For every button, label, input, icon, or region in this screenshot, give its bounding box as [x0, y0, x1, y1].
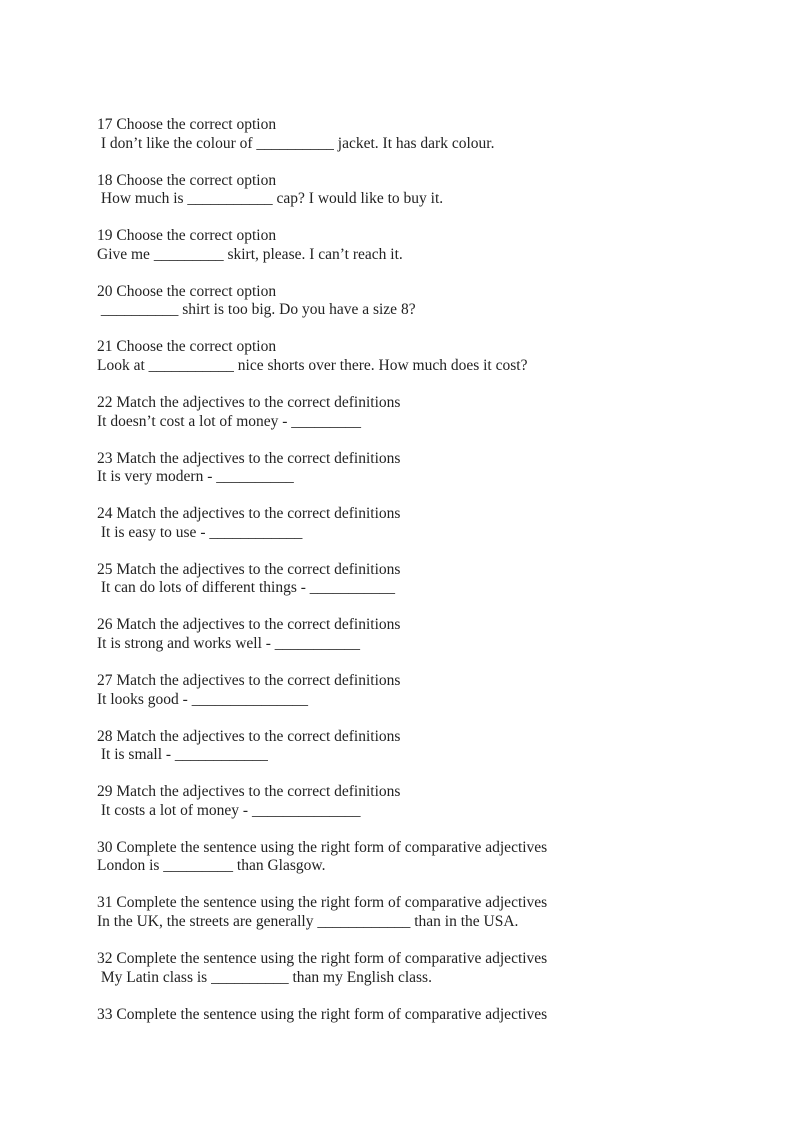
exercise-prompt: 27 Match the adjectives to the correct definitions: [97, 671, 401, 689]
exercise-prompt: 31 Complete the sentence using the right form of comparative adjectives: [97, 894, 548, 912]
exercise-prompt: 25 Match the adjectives to the correct definitions: [97, 560, 401, 578]
exercise-sentence: It costs a lot of money - ______________: [97, 801, 361, 819]
exercise-prompt: 28 Match the adjectives to the correct definitions: [97, 727, 401, 745]
exercise-sentence: It is very modern - __________: [97, 468, 294, 486]
exercise-item-20: [97, 283, 757, 339]
exercise-sentence: It is small - ____________: [97, 746, 268, 764]
exercise-sentence: My Latin class is __________ than my English class.: [97, 968, 432, 986]
exercise-sentence: Look at ___________ nice shorts over there. How much does it cost?: [97, 356, 528, 374]
exercise-prompt: 30 Complete the sentence using the right form of comparative adjectives: [97, 838, 548, 856]
exercise-item-25: [97, 561, 757, 617]
exercise-sentence: It doesn’t cost a lot of money - _________: [97, 412, 362, 430]
exercise-prompt: 26 Match the adjectives to the correct definitions: [97, 616, 401, 634]
exercise-sentence: __________ shirt is too big. Do you have a size 8?: [97, 301, 416, 319]
exercise-sentence: It is easy to use - ____________: [97, 523, 303, 541]
exercise-sentence: It looks good - _______________: [97, 690, 308, 708]
exercise-item-24: [97, 505, 757, 561]
exercise-list: [97, 116, 757, 1061]
exercise-sentence: Give me _________ skirt, please. I can’t reach it.: [97, 245, 403, 263]
exercise-item-26: [97, 616, 757, 672]
exercise-prompt: 20 Choose the correct option: [97, 282, 277, 300]
exercise-item-27: [97, 672, 757, 728]
exercise-sentence: London is _________ than Glasgow.: [97, 857, 326, 875]
exercise-prompt: 21 Choose the correct option: [97, 338, 277, 356]
exercise-prompt: 17 Choose the correct option: [97, 116, 277, 133]
exercise-prompt: 29 Match the adjectives to the correct definitions: [97, 783, 401, 801]
exercise-item-29: [97, 783, 757, 839]
exercise-item-21: [97, 338, 757, 394]
exercise-item-32: [97, 950, 757, 1006]
exercise-prompt: 23 Match the adjectives to the correct definitions: [97, 449, 401, 467]
exercise-sentence: In the UK, the streets are generally ____________ than in the USA.: [97, 912, 519, 930]
exercise-prompt: 19 Choose the correct option: [97, 227, 277, 245]
exercise-item-17: [97, 116, 757, 172]
exercise-item-19: [97, 227, 757, 283]
exercise-prompt: 32 Complete the sentence using the right form of comparative adjectives: [97, 949, 548, 967]
exercise-item-33: [97, 1006, 757, 1062]
exercise-prompt: 33 Complete the sentence using the right form of comparative adjectives: [97, 1005, 548, 1023]
exercise-item-28: [97, 728, 757, 784]
exercise-prompt: 18 Choose the correct option: [97, 171, 277, 189]
exercise-item-18: [97, 172, 757, 228]
exercise-sentence: I don’t like the colour of __________ jacket. It has dark colour.: [97, 134, 495, 152]
exercise-item-23: [97, 450, 757, 506]
exercise-sentence: It is strong and works well - ___________: [97, 634, 361, 652]
exercise-prompt: 24 Match the adjectives to the correct definitions: [97, 505, 401, 523]
exercise-item-22: [97, 394, 757, 450]
exercise-item-31: [97, 894, 757, 950]
exercise-item-30: [97, 839, 757, 895]
exercise-prompt: 22 Match the adjectives to the correct definitions: [97, 393, 401, 411]
exercise-sentence: How much is ___________ cap? I would like to buy it.: [97, 190, 444, 208]
exercise-sentence: It can do lots of different things - ___________: [97, 579, 396, 597]
